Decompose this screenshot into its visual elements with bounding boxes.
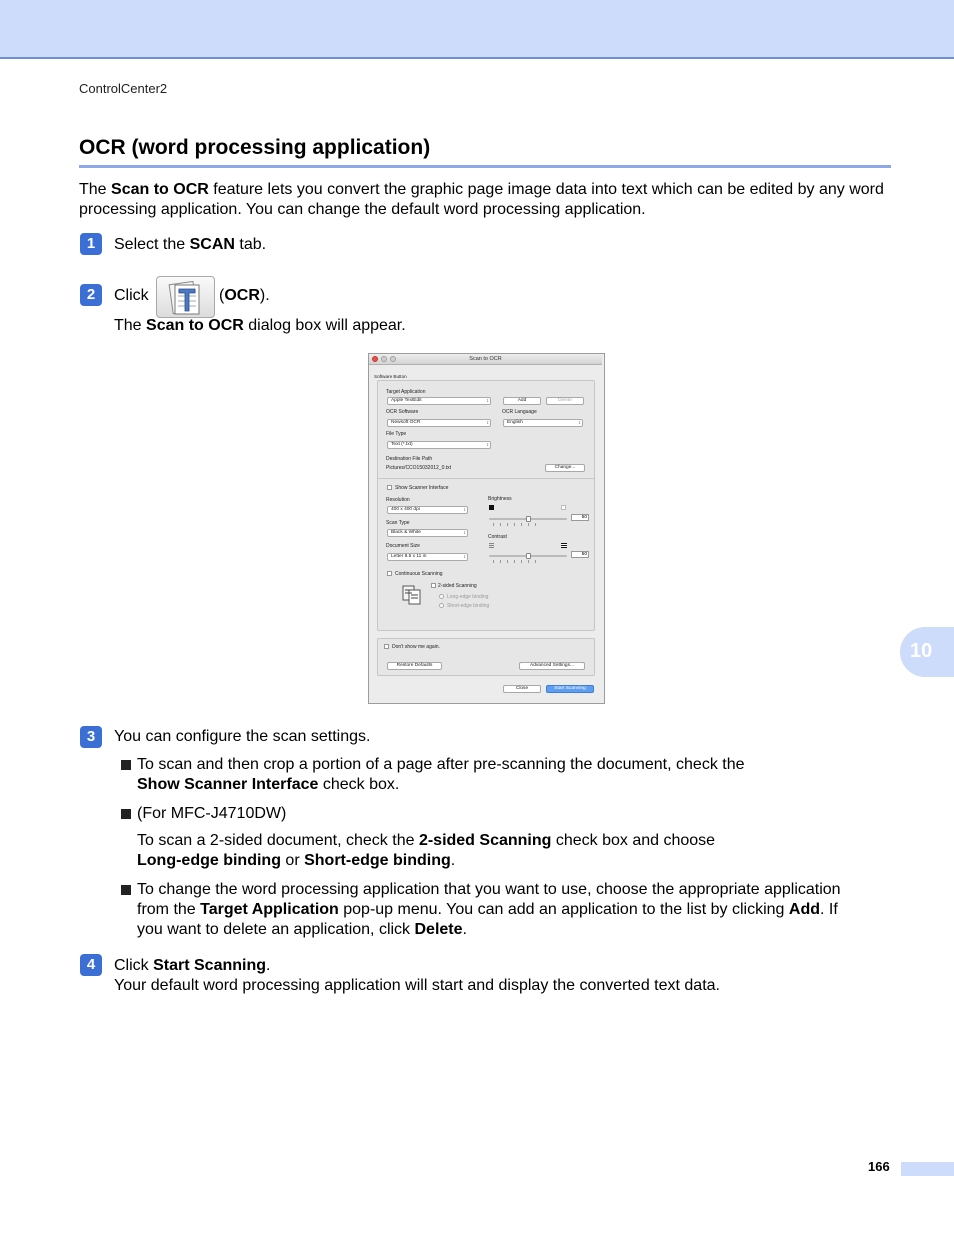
file-type-select[interactable]: Text (*.txt) ↕ <box>387 441 491 449</box>
start-scanning-button[interactable]: Start Scanning <box>546 685 594 693</box>
contrast-slider-knob[interactable] <box>526 553 531 559</box>
page-number: 166 <box>868 1159 890 1174</box>
destination-path-label: Destination File Path <box>386 456 433 462</box>
bullet-2-text: (For MFC-J4710DW) <box>137 805 287 822</box>
close-button[interactable]: Close <box>503 685 541 693</box>
step-1-text: Select the SCAN tab. <box>114 236 267 253</box>
step-2-result-text: The Scan to OCR dialog box will appear. <box>114 317 406 334</box>
bullet-2-sub-line-2: Long-edge binding or Short-edge binding. <box>137 852 456 869</box>
restore-defaults-button[interactable]: Restore Defaults <box>387 662 442 670</box>
destination-path-value: Pictures/CCO15032012_0.txt <box>386 465 452 471</box>
brightness-label: Brightness <box>488 496 512 502</box>
ocr-software-select[interactable]: Newsoft OCR ↕ <box>387 419 491 427</box>
chapter-number: 10 <box>910 640 933 662</box>
running-header: ControlCenter2 <box>79 81 168 96</box>
contrast-high-icon <box>561 543 567 548</box>
continuous-scanning-label: Continuous Scanning <box>395 571 443 577</box>
brightness-slider-knob[interactable] <box>526 516 531 522</box>
dont-show-label: Don't show me again. <box>392 644 440 650</box>
advanced-settings-button[interactable]: Advanced Settings... <box>519 662 585 670</box>
contrast-value-field[interactable]: 50 <box>571 551 589 558</box>
brightness-light-icon <box>561 505 566 510</box>
step-3-text: You can configure the scan settings. <box>114 728 371 745</box>
scan-type-select[interactable]: Black & White ↕ <box>387 529 468 537</box>
bullet-3-line-3: you want to delete an application, click Delete. <box>137 921 467 938</box>
scan-type-label: Scan Type <box>386 520 410 526</box>
two-sided-scanning-label: 2-sided Scanning <box>438 583 477 589</box>
delete-button[interactable]: Delete <box>546 397 584 405</box>
section-title: OCR (word processing application) <box>79 136 431 159</box>
scan-to-ocr-dialog <box>368 353 605 704</box>
target-application-select[interactable]: Apple TextEdit ↕ <box>387 397 491 405</box>
divider <box>378 478 594 479</box>
chapter-tab <box>900 627 954 677</box>
bullet-2-sub-line-1: To scan a 2-sided document, check the 2-sided Scanning check box and choose <box>137 832 716 849</box>
dont-show-checkbox[interactable] <box>384 644 389 649</box>
ocr-language-select[interactable]: English ↕ <box>503 419 583 427</box>
step-4-line-2: Your default word processing application will start and display the converted text data. <box>114 977 720 994</box>
ocr-button-icon <box>156 276 215 318</box>
step-4-number: 4 <box>80 954 102 976</box>
bullet-marker <box>121 885 131 895</box>
brightness-dark-icon <box>489 505 494 510</box>
two-sided-scanning-checkbox[interactable] <box>431 583 436 588</box>
continuous-scanning-checkbox[interactable] <box>387 571 392 576</box>
resolution-label: Resolution <box>386 497 410 503</box>
contrast-ticks <box>493 560 539 563</box>
short-edge-binding-label: Short-edge binding <box>447 603 490 609</box>
ocr-language-label: OCR Language <box>502 409 537 415</box>
document-size-select[interactable]: Letter 8.5 x 11 in ↕ <box>387 553 468 561</box>
bullet-marker <box>121 760 131 770</box>
long-edge-binding-radio[interactable] <box>439 594 444 599</box>
resolution-select[interactable]: 400 x 400 dpi ↕ <box>387 506 468 514</box>
change-button[interactable]: Change... <box>545 464 585 472</box>
step-4-line-1: Click Start Scanning. <box>114 957 271 974</box>
long-edge-binding-label: Long-edge binding <box>447 594 489 600</box>
add-button[interactable]: Add <box>503 397 541 405</box>
target-application-label: Target Application <box>386 389 426 395</box>
ocr-software-label: OCR Software <box>386 409 419 415</box>
step-2-click-text: Click <box>114 287 149 304</box>
page-number-bar <box>901 1162 954 1176</box>
bullet-marker <box>121 809 131 819</box>
bullet-3-line-2: from the Target Application pop-up menu. You can add an application to the list by clicking Add. If <box>137 901 838 918</box>
bullet-3-line-1: To change the word processing application that you want to use, choose the appropriate application <box>137 881 841 898</box>
brightness-ticks <box>493 523 539 526</box>
short-edge-binding-radio[interactable] <box>439 603 444 608</box>
page-header-band <box>0 0 954 59</box>
dialog-title: Scan to OCR <box>469 356 502 362</box>
document-size-label: Document Size <box>386 543 420 549</box>
contrast-label: Contrast <box>488 534 507 540</box>
step-2-ocr-label: (OCR). <box>219 287 270 304</box>
step-3-number: 3 <box>80 726 102 748</box>
contrast-low-icon <box>489 543 494 548</box>
step-1-number: 1 <box>80 233 102 255</box>
show-scanner-interface-label: Show Scanner Interface <box>395 485 449 491</box>
section-label: Software Button <box>374 374 407 379</box>
show-scanner-interface-checkbox[interactable] <box>387 485 392 490</box>
brightness-value-field[interactable]: 50 <box>571 514 589 521</box>
dialog-titlebar <box>369 354 602 365</box>
bullet-1-line-1: To scan and then crop a portion of a page after pre-scanning the document, check the <box>137 756 745 773</box>
intro-paragraph: The Scan to OCR feature lets you convert the graphic page image data into text which can be edited by any word processing application. You can change the default word processing application. <box>79 181 884 218</box>
step-2-number: 2 <box>80 284 102 306</box>
bullet-1-line-2: Show Scanner Interface check box. <box>137 776 400 793</box>
duplex-document-icon <box>402 584 422 606</box>
file-type-label: File Type <box>386 431 407 437</box>
section-title-rule <box>79 165 891 168</box>
